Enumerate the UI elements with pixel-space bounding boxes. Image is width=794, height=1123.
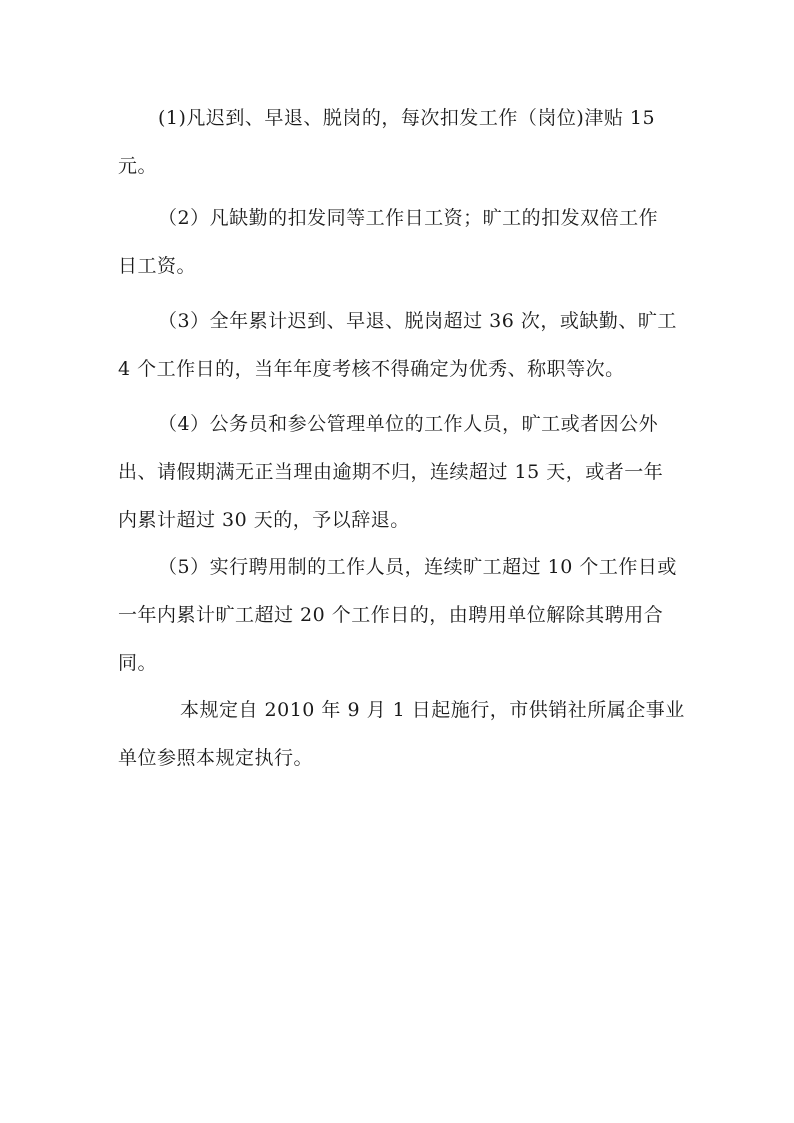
paragraph-line: （3）全年累计迟到、早退、脱岗超过 36 次，或缺勤、旷工: [158, 310, 677, 332]
paragraph-line: (1)凡迟到、早退、脱岗的，每次扣发工作（岗位)津贴 15: [158, 107, 656, 129]
paragraph-line: 一年内累计旷工超过 20 个工作日的，由聘用单位解除其聘用合: [118, 604, 664, 626]
paragraph-line: （5）实行聘用制的工作人员，连续旷工超过 10 个工作日或: [158, 556, 677, 578]
paragraph-line: （4）公务员和参公管理单位的工作人员，旷工或者因公外: [158, 413, 659, 435]
paragraph-line: 本规定自 2010 年 9 月 1 日起施行，市供销社所属企事业: [180, 699, 685, 721]
paragraph-line: 同。: [118, 652, 158, 674]
paragraph-3: [118, 297, 678, 393]
paragraph-5: [118, 543, 678, 687]
paragraph-line: 日工资。: [118, 255, 197, 277]
paragraph-2: [118, 194, 678, 290]
paragraph-6: [118, 686, 685, 782]
paragraph-1: [118, 94, 678, 190]
paragraph-4: [118, 400, 678, 544]
paragraph-line: 内累计超过 30 天的，予以辞退。: [118, 509, 410, 531]
paragraph-line: 单位参照本规定执行。: [118, 747, 314, 769]
paragraph-line: 元。: [118, 155, 158, 177]
paragraph-line: （2）凡缺勤的扣发同等工作日工资；旷工的扣发双倍工作: [158, 207, 659, 229]
paragraph-line: 4 个工作日的，当年年度考核不得确定为优秀、称职等次。: [118, 358, 625, 380]
paragraph-line: 出、请假期满无正当理由逾期不归，连续超过 15 天，或者一年: [118, 461, 664, 483]
